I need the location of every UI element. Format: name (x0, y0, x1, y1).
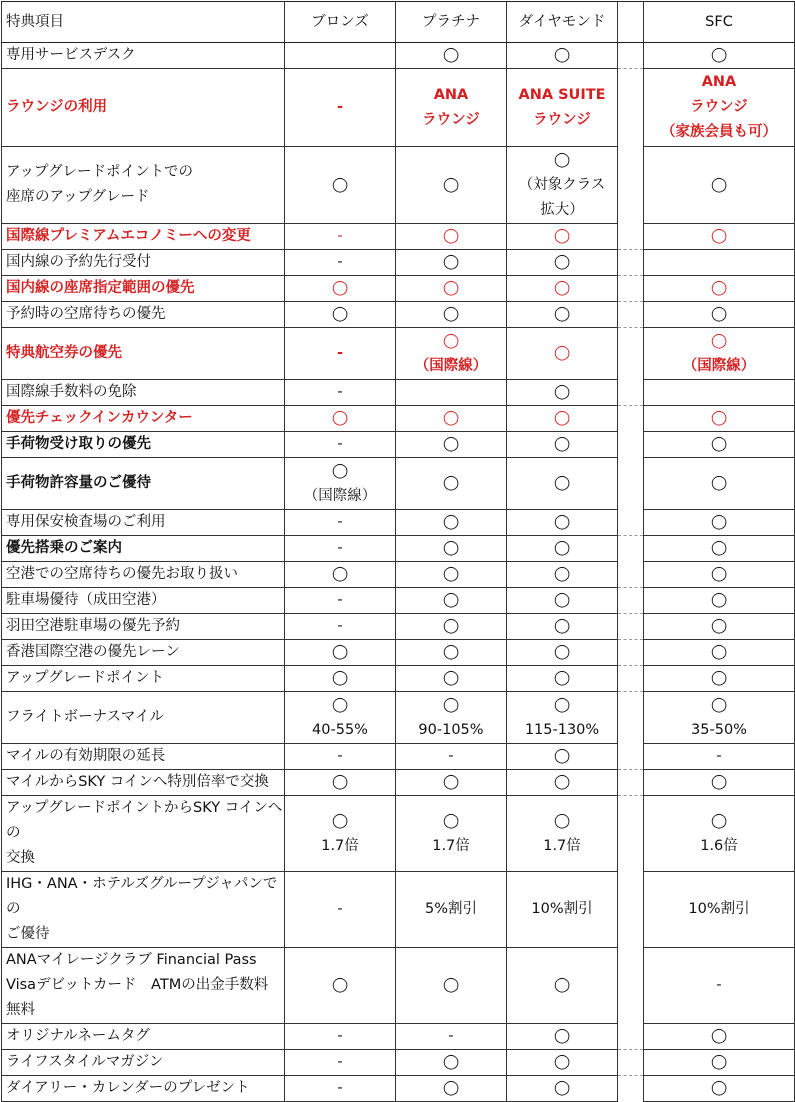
column-gap (618, 250, 644, 276)
benefit-label: アップグレードポイントでの 座席のアップグレード (2, 147, 285, 224)
table-row (2, 744, 795, 770)
diamond-cell: ◯ (507, 640, 618, 666)
table-row (2, 510, 795, 536)
bronze-cell: ◯ (285, 562, 396, 588)
diamond-cell: ◯ (507, 770, 618, 796)
column-gap (618, 588, 644, 614)
benefit-label: 香港国際空港の優先レーン (2, 640, 285, 666)
header-row (2, 2, 795, 43)
sfc-cell: ◯ (644, 224, 795, 250)
bronze-cell: - (285, 1024, 396, 1050)
platinum-cell: ◯ (396, 432, 507, 458)
header-item: 特典項目 (2, 2, 285, 43)
benefit-label: ANAマイレージクラブ Financial Pass Visaデビットカード ATMの出金手数料 無料 (2, 948, 285, 1024)
sfc-cell: ◯ (644, 458, 795, 510)
sfc-cell: ◯ 35-50% (644, 692, 795, 744)
benefit-label: マイルからSKY コインへ特別倍率で交換 (2, 770, 285, 796)
bronze-cell: ◯ 40-55% (285, 692, 396, 744)
sfc-cell: ◯ (644, 1076, 795, 1102)
diamond-cell: ◯ (507, 1050, 618, 1076)
table-row (2, 380, 795, 406)
benefit-label: IHG・ANA・ホテルズグループジャパンでの ご優待 (2, 872, 285, 948)
bronze-cell: ◯ (285, 302, 396, 328)
platinum-cell: ◯ (396, 510, 507, 536)
sfc-cell (644, 250, 795, 276)
column-gap (618, 432, 644, 458)
diamond-cell: ◯ (507, 588, 618, 614)
platinum-cell: ◯ 90-105% (396, 692, 507, 744)
sfc-cell: - (644, 744, 795, 770)
sfc-cell: ◯ （国際線） (644, 328, 795, 380)
benefit-label: マイルの有効期限の延長 (2, 744, 285, 770)
diamond-cell: ◯ (507, 510, 618, 536)
table-row (2, 69, 795, 147)
column-gap (618, 458, 644, 510)
column-gap (618, 666, 644, 692)
column-gap (618, 2, 644, 43)
table-row (2, 1076, 795, 1102)
table-row (2, 1024, 795, 1050)
column-gap (618, 224, 644, 250)
platinum-cell (396, 380, 507, 406)
sfc-cell: ◯ (644, 614, 795, 640)
benefit-label: 国内線の予約先行受付 (2, 250, 285, 276)
sfc-cell: ANA ラウンジ （家族会員も可） (644, 69, 795, 147)
table-row (2, 328, 795, 380)
column-gap (618, 948, 644, 1024)
sfc-cell: ◯ (644, 432, 795, 458)
platinum-cell: ◯ (396, 948, 507, 1024)
sfc-cell: ◯ (644, 562, 795, 588)
table-row (2, 796, 795, 872)
table-row (2, 562, 795, 588)
bronze-cell: - (285, 1076, 396, 1102)
bronze-cell: ◯ (285, 147, 396, 224)
benefit-label: ラウンジの利用 (2, 69, 285, 147)
benefit-label: 国際線プレミアムエコノミーへの変更 (2, 224, 285, 250)
platinum-cell: ◯ (396, 770, 507, 796)
column-gap (618, 1076, 644, 1102)
sfc-cell: ◯ (644, 536, 795, 562)
bronze-cell: - (285, 536, 396, 562)
diamond-cell: ◯ (507, 744, 618, 770)
platinum-cell: ◯ (396, 406, 507, 432)
benefit-label: 国際線手数料の免除 (2, 380, 285, 406)
table-row (2, 406, 795, 432)
table-row (2, 640, 795, 666)
diamond-cell: ◯ (507, 406, 618, 432)
platinum-cell: ◯ (396, 458, 507, 510)
platinum-cell: - (396, 744, 507, 770)
platinum-cell: ◯ (396, 562, 507, 588)
header-bronze: ブロンズ (285, 2, 396, 43)
table-row (2, 666, 795, 692)
diamond-cell: ◯ (507, 666, 618, 692)
table-row (2, 872, 795, 948)
benefit-label: 予約時の空席待ちの優先 (2, 302, 285, 328)
diamond-cell: ◯ (507, 458, 618, 510)
benefit-label: 空港での空席待ちの優先お取り扱い (2, 562, 285, 588)
benefit-label: オリジナルネームタグ (2, 1024, 285, 1050)
platinum-cell: ◯ (396, 224, 507, 250)
table-row (2, 224, 795, 250)
platinum-cell: ◯ (396, 666, 507, 692)
bronze-cell: - (285, 588, 396, 614)
diamond-cell: ANA SUITE ラウンジ (507, 69, 618, 147)
bronze-cell: ◯ 1.7倍 (285, 796, 396, 872)
sfc-cell: ◯ (644, 43, 795, 69)
table-row (2, 302, 795, 328)
column-gap (618, 744, 644, 770)
benefit-label: フライトボーナスマイル (2, 692, 285, 744)
column-gap (618, 510, 644, 536)
column-gap (618, 692, 644, 744)
column-gap (618, 796, 644, 872)
table-row (2, 147, 795, 224)
benefit-label: 優先チェックインカウンター (2, 406, 285, 432)
benefit-label: 専用サービスデスク (2, 43, 285, 69)
table-row (2, 458, 795, 510)
platinum-cell: ◯ (396, 147, 507, 224)
diamond-cell: ◯ 1.7倍 (507, 796, 618, 872)
benefit-label: アップグレードポイント (2, 666, 285, 692)
column-gap (618, 276, 644, 302)
table-body (2, 43, 795, 1102)
bronze-cell: - (285, 432, 396, 458)
bronze-cell: - (285, 872, 396, 948)
benefit-label: 駐車場優待（成田空港） (2, 588, 285, 614)
platinum-cell: ◯ （国際線） (396, 328, 507, 380)
benefit-label: 手荷物受け取りの優先 (2, 432, 285, 458)
diamond-cell: ◯ （対象クラス 拡大） (507, 147, 618, 224)
diamond-cell: ◯ (507, 224, 618, 250)
platinum-cell: ◯ (396, 250, 507, 276)
column-gap (618, 380, 644, 406)
benefit-label: 特典航空券の優先 (2, 328, 285, 380)
diamond-cell: ◯ (507, 276, 618, 302)
benefits-table (1, 1, 795, 1102)
bronze-cell: ◯ (285, 640, 396, 666)
platinum-cell: ◯ (396, 276, 507, 302)
table-row (2, 948, 795, 1024)
bronze-cell: - (285, 614, 396, 640)
column-gap (618, 614, 644, 640)
column-gap (618, 302, 644, 328)
diamond-cell: ◯ (507, 1024, 618, 1050)
diamond-cell: ◯ (507, 250, 618, 276)
platinum-cell: ◯ (396, 1050, 507, 1076)
bronze-cell: ◯ (285, 666, 396, 692)
platinum-cell: ◯ (396, 1076, 507, 1102)
column-gap (618, 1050, 644, 1076)
benefit-label: 羽田空港駐車場の優先予約 (2, 614, 285, 640)
sfc-cell: ◯ 1.6倍 (644, 796, 795, 872)
table-row (2, 588, 795, 614)
platinum-cell: ◯ (396, 640, 507, 666)
diamond-cell: 10%割引 (507, 872, 618, 948)
benefit-label: 手荷物許容量のご優待 (2, 458, 285, 510)
bronze-cell: ◯ （国際線） (285, 458, 396, 510)
bronze-cell: ◯ (285, 948, 396, 1024)
bronze-cell: - (285, 1050, 396, 1076)
diamond-cell: ◯ (507, 380, 618, 406)
platinum-cell: ANA ラウンジ (396, 69, 507, 147)
column-gap (618, 872, 644, 948)
column-gap (618, 770, 644, 796)
platinum-cell: ◯ (396, 302, 507, 328)
sfc-cell: ◯ (644, 276, 795, 302)
column-gap (618, 640, 644, 666)
bronze-cell: ◯ (285, 406, 396, 432)
sfc-cell: ◯ (644, 1024, 795, 1050)
table-row (2, 43, 795, 69)
table-row (2, 536, 795, 562)
platinum-cell: ◯ (396, 536, 507, 562)
sfc-cell: ◯ (644, 770, 795, 796)
benefit-label: 国内線の座席指定範囲の優先 (2, 276, 285, 302)
bronze-cell: - (285, 510, 396, 536)
sfc-cell: ◯ (644, 510, 795, 536)
platinum-cell: ◯ (396, 588, 507, 614)
platinum-cell: 5%割引 (396, 872, 507, 948)
platinum-cell: ◯ (396, 614, 507, 640)
sfc-cell: - (644, 948, 795, 1024)
table-row (2, 250, 795, 276)
diamond-cell: ◯ (507, 328, 618, 380)
sfc-cell: 10%割引 (644, 872, 795, 948)
bronze-cell (285, 43, 396, 69)
header-sfc: SFC (644, 2, 795, 43)
column-gap (618, 43, 644, 69)
table-row (2, 432, 795, 458)
platinum-cell: ◯ 1.7倍 (396, 796, 507, 872)
bronze-cell: - (285, 224, 396, 250)
table-row (2, 614, 795, 640)
benefit-label: 優先搭乗のご案内 (2, 536, 285, 562)
column-gap (618, 536, 644, 562)
platinum-cell: - (396, 1024, 507, 1050)
table-row (2, 276, 795, 302)
sfc-cell: ◯ (644, 406, 795, 432)
bronze-cell: - (285, 744, 396, 770)
column-gap (618, 1024, 644, 1050)
sfc-cell: ◯ (644, 666, 795, 692)
bronze-cell: ◯ (285, 276, 396, 302)
sfc-cell: ◯ (644, 147, 795, 224)
diamond-cell: ◯ (507, 302, 618, 328)
bronze-cell: ◯ (285, 770, 396, 796)
column-gap (618, 562, 644, 588)
header-diamond: ダイヤモンド (507, 2, 618, 43)
diamond-cell: ◯ (507, 432, 618, 458)
diamond-cell: ◯ (507, 1076, 618, 1102)
platinum-cell: ◯ (396, 43, 507, 69)
benefit-label: 専用保安検査場のご利用 (2, 510, 285, 536)
diamond-cell: ◯ (507, 948, 618, 1024)
bronze-cell: - (285, 69, 396, 147)
column-gap (618, 406, 644, 432)
bronze-cell: - (285, 250, 396, 276)
sfc-cell: ◯ (644, 302, 795, 328)
sfc-cell: ◯ (644, 1050, 795, 1076)
column-gap (618, 328, 644, 380)
diamond-cell: ◯ 115-130% (507, 692, 618, 744)
bronze-cell: - (285, 380, 396, 406)
diamond-cell: ◯ (507, 614, 618, 640)
diamond-cell: ◯ (507, 536, 618, 562)
table-row (2, 1050, 795, 1076)
column-gap (618, 147, 644, 224)
diamond-cell: ◯ (507, 43, 618, 69)
diamond-cell: ◯ (507, 562, 618, 588)
sfc-cell: ◯ (644, 640, 795, 666)
sfc-cell: ◯ (644, 588, 795, 614)
column-gap (618, 69, 644, 147)
benefit-label: ライフスタイルマガジン (2, 1050, 285, 1076)
bronze-cell: - (285, 328, 396, 380)
sfc-cell (644, 380, 795, 406)
benefit-label: ダイアリー・カレンダーのプレゼント (2, 1076, 285, 1102)
header-platinum: プラチナ (396, 2, 507, 43)
table-row (2, 770, 795, 796)
table-row (2, 692, 795, 744)
benefit-label: アップグレードポイントからSKY コインへの 交換 (2, 796, 285, 872)
